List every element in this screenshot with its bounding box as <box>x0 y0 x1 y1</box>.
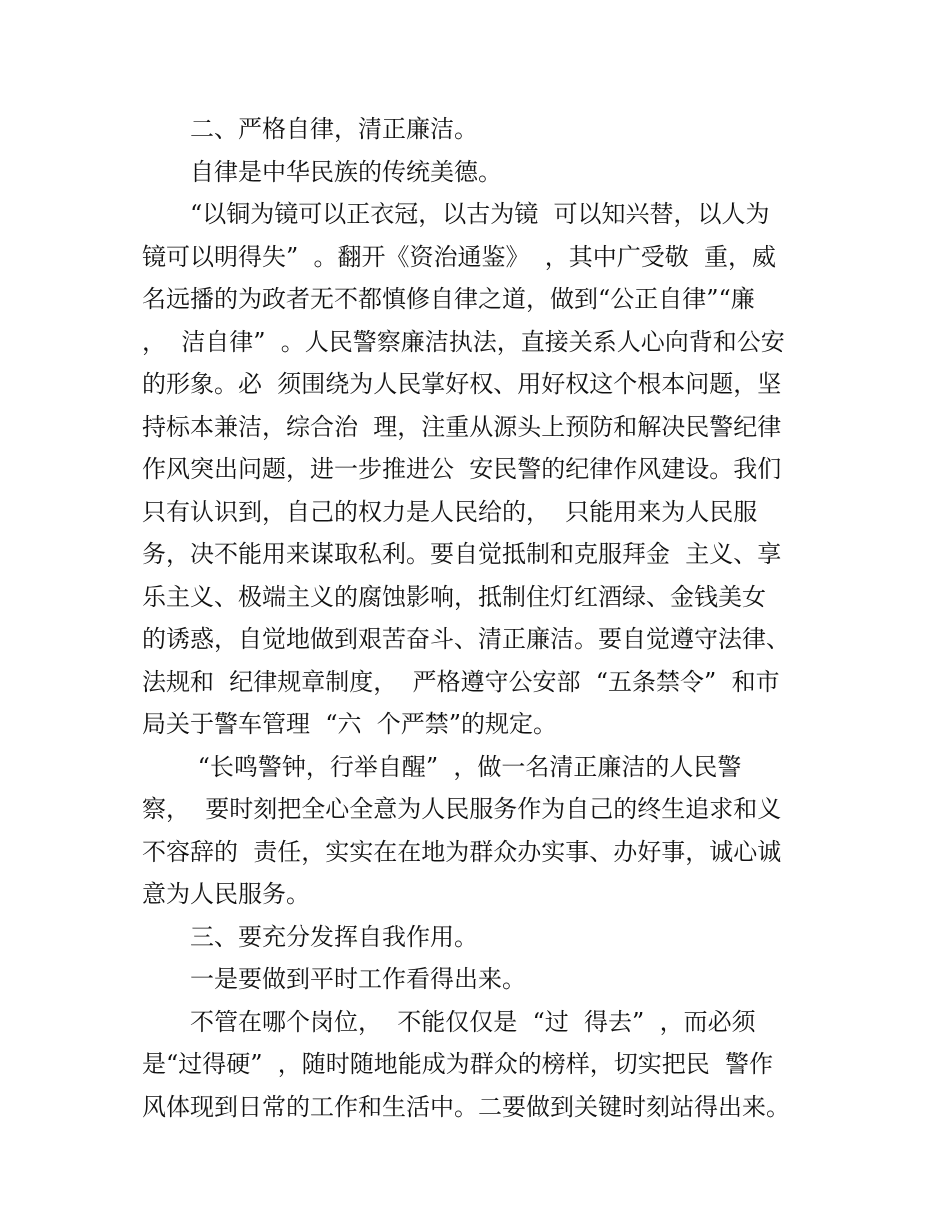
paragraph-line: 意为人民服务。 <box>142 880 310 908</box>
paragraph-line: “以铜为镜可以正衣冠，以古为镜 可以知兴替，以人为 <box>190 200 770 228</box>
paragraph-line: 持标本兼洁，综合治 理，注重从源头上预防和解决民警纪律 <box>142 412 782 441</box>
subheading-line: 一是要做到平时工作看得出来。 <box>190 965 526 993</box>
section-heading-2: 二、严格自律，清正廉洁。 <box>190 115 478 143</box>
paragraph-line: 局关于警车管理 “六 个严禁”的规定。 <box>142 710 558 738</box>
paragraph-line: “长鸣警钟，行举自醒” ，做一名清正廉洁的人民警 <box>190 752 742 781</box>
paragraph-line: 风体现到日常的工作和生活中。二要做到关键时刻站得出来。 <box>142 1092 790 1121</box>
paragraph-line: 务，决不能用来谋取私利。要自觉抵制和克服拜金 主义、享 <box>142 540 782 568</box>
section-heading-3: 三、要充分发挥自我作用。 <box>190 922 478 951</box>
paragraph-line: 镜可以明得失” 。翻开《资治通鉴》 ，其中广受敬 重，威 <box>142 242 777 271</box>
paragraph-line: 法规和 纪律规章制度， 严格遵守公安部 “五条禁令” 和市 <box>142 667 780 696</box>
paragraph-line: 的诱惑，自觉地做到艰苦奋斗、清正廉洁。要自觉遵守法律、 <box>142 625 790 653</box>
paragraph-line: ， 洁自律” 。人民警察廉洁执法，直接关系人心向背和公安 <box>142 327 785 356</box>
paragraph-line: 不容辞的 责任，实实在在地为群众办实事、办好事，诚心诚 <box>142 837 782 866</box>
paragraph-line: 名远播的为政者无不都慎修自律之道，做到“公正自律”“廉 <box>142 285 755 313</box>
paragraph-line: 的形象。必 须围绕为人民掌好权、用好权这个根本问题，坚 <box>142 370 782 398</box>
paragraph-line: 乐主义、极端主义的腐蚀影响，抵制住灯红酒绿、金钱美女 <box>142 582 766 611</box>
document-body <box>142 108 822 1128</box>
paragraph-line: 作风突出问题，进一步推进公 安民警的纪律作风建设。我们 <box>142 455 782 483</box>
paragraph-line: 只有认识到，自己的权力是人民给的， 只能用来为人民服 <box>142 497 758 526</box>
paragraph-line: 不管在哪个岗位， 不能仅仅是 “过 得去” ，而必须 <box>190 1007 756 1036</box>
paragraph-line: 察， 要时刻把全心全意为人民服务作为自己的终生追求和义 <box>142 795 782 823</box>
paragraph-line: 自律是中华民族的传统美德。 <box>190 157 502 186</box>
paragraph-line: 是“过得硬” ，随时随地能成为群众的榜样，切实把民 警作 <box>142 1050 774 1078</box>
